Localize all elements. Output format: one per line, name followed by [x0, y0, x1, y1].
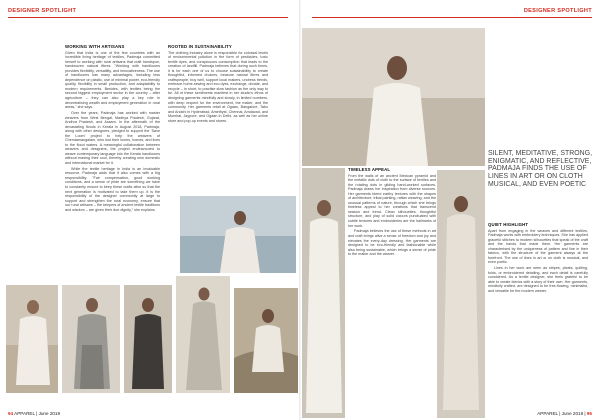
folio-text-left: APPAREL | June 2019	[14, 411, 61, 416]
header-rule-left	[8, 17, 288, 18]
model-photo-7	[302, 28, 485, 166]
model-photo-3	[124, 285, 172, 393]
model-photo-8	[437, 170, 485, 418]
paragraph: Over the years, Padmaja has worked with master weavers from West Bengal, Madhya Pradesh, Gujarat, Andhra Pradesh, and Assam. In the aftermath of the devastating floods in Kerala in August 2018, Padmaja, along with other designers, pledged to support the 'Save the Loom' project to help the weavers of Chendamangalam, who lost their looms, homes, and lives to the flood waters. A meaningful collaboration between weavers and designers, the project endeavoured to weave contemporary language into the Kerala handlooms without erasing their soul, thereby creating new domestic and international market for it.	[65, 110, 160, 165]
page-number-left: 94	[8, 411, 14, 416]
model-photo-9	[302, 168, 345, 418]
paragraph: Given that India is one of the few countries with an incredible living heritage of textiles, Padmaja committed herself to working with rural artisans that craft handspun, handwoven natural fibres. "Working with handlooms provides flexibility, versatility, and innovativeness. The use of handlooms has many advantages, including less dependence on plastic, use of minimal power, eco-friendly quality, flexibility in small production, and adaptability to modern requirements. Besides, with textiles being the second biggest employment sector in the country – after agriculture – they can also play a key role in decentralising wealth and employment generation in rural areas," she says.	[65, 50, 160, 110]
article-column-working-with-artisans	[65, 45, 160, 280]
folio-right	[537, 411, 592, 416]
model-photo-icon	[302, 168, 345, 418]
article-column-rooted-in-sustainability	[168, 45, 268, 195]
folio-text-right: APPAREL | June 2019 |	[537, 411, 586, 416]
paragraph: The clothing industry alone is responsible for colossal levels of environmental pollution in the form of pesticides, toxic textile dyes, and conspicuous consumption that leads to the creation of landfill. Padmaja believes that during such times, it is for each one of us to choose sustainability to create thoughtful, informed choices, treasure natural fibres and craftspeople, buy well, support local makers, undress trends, embrace home-sewing and eco dyes, exchange, donate, and recycle – in short, to practise slow fashion as the only way to be. All of these sentiments manifest in her studio's ethos of designing garments mindfully and slowly, in limited numbers, with deep respect for the environment, the maker, and the community. Her garments retail at Ogaan, Bangalore, Tabu and Anokhi in Hyderabad, Amethyst, Chennai, Amdavad, and Mumbai, Jaypore, and Ogaan in Delhi, as well as her online store and pop-up events and stores.	[168, 50, 268, 123]
folio-left	[8, 411, 60, 416]
model-photo-icon	[180, 196, 296, 273]
model-photo-icon	[6, 285, 58, 393]
paragraph: While the textile heritage in India is an invaluable resource, Padmaja adds that it also comes with a big responsibility. "Fair compensation, good working conditions, and a sense of pride are something we have to constantly ensure to keep these crafts alive so that the next generation is motivated to take them up. It is the responsibility of the designer community at large to support and strengthen the rural economy, ensure that our rural artisans – the keepers of ancient textile traditions and wisdom – are given their due dignity," she explains.	[65, 166, 160, 212]
model-photo-1	[6, 285, 58, 393]
paragraph: From the walls of an ancient Mexican pyramid and the metallic dots of cloth to the surface of textiles and the rotating dots in gilding hand-worked surfaces, Padmaja draws her inspiration from diverse sources. Her garments blend earthy textures with the shapes of architecture, tribal painting, rattan weaving, and the unusual patterns of nature, through which she brings timeless appeal to her creations that transcend season and trend. Clean silhouettes, thoughtful structure, and play of solid colours punctuated with subtle textures and embroideries are the hallmarks of her work.	[348, 173, 436, 228]
model-photo-icon	[234, 288, 298, 393]
paragraph: Apart from engaging in the weaves and different textiles, Padmaja works with embroidery techniques. She has applied graceful stitches to modern silhouettes that speak of the craft and the hands that made them. Her garments are characterised by the uniqueness of pattern and line in their fabrics, with the structure of the garment always at the forefront. The use of lines in art or on cloth is musical, and even poetic.	[488, 228, 588, 265]
subheading-rooted-in-sustainability: ROOTED IN SUSTAINABILITY	[168, 45, 232, 49]
model-photo-4	[176, 276, 230, 393]
model-photo-icon	[62, 285, 120, 393]
model-photo-6	[180, 196, 296, 273]
page-gutter	[299, 0, 301, 420]
header-rule-right	[312, 17, 592, 18]
page-number-right: 95	[586, 411, 592, 416]
article-column-timeless-appeal	[348, 168, 436, 418]
paragraph: Lines in her work are seen as stripes, pleats, quilting, folds, or embroidered detailing, and each detail is carefully considered. As a textile designer, she feels grateful to be able to create fabrics with a story of their own. Her garments, mindfully crafted, are designed to be free-flowing, minimalist, and versatile for the modern wearer.	[488, 266, 588, 293]
model-photo-icon	[176, 276, 230, 393]
model-photo-icon	[124, 285, 172, 393]
pull-quote: SILENT, MEDITATIVE, STRONG, ENIGMATIC, AND REFLECTIVE, PADMAJA FINDS THE USE OF LINES IN ART OR ON CLOTH MUSICAL, AND EVEN POETIC	[488, 150, 593, 188]
article-column-quiet-highlight	[488, 223, 588, 418]
model-photo-2	[62, 285, 120, 393]
model-photo-icon	[302, 28, 485, 166]
subheading-working-with-artisans: WORKING WITH ARTISANS	[65, 45, 125, 49]
model-photo-5	[234, 288, 298, 393]
subheading-timeless-appeal: TIMELESS APPEAL	[348, 168, 391, 172]
section-tag-right: DESIGNER SPOTLIGHT	[523, 8, 592, 14]
section-tag-left: DESIGNER SPOTLIGHT	[8, 8, 77, 14]
model-photo-icon	[437, 170, 485, 418]
subheading-quiet-highlight: QUIET HIGHLIGHT	[488, 223, 529, 227]
paragraph: Padmaja believes the use of these methods in art and craft brings alive a sense of freedom and joy and elevates the every-day dressing. Her garments are designed to be eco-friendly and fashionable while also being sustainable, which brings a sense of pride to the maker and the wearer.	[348, 229, 436, 257]
